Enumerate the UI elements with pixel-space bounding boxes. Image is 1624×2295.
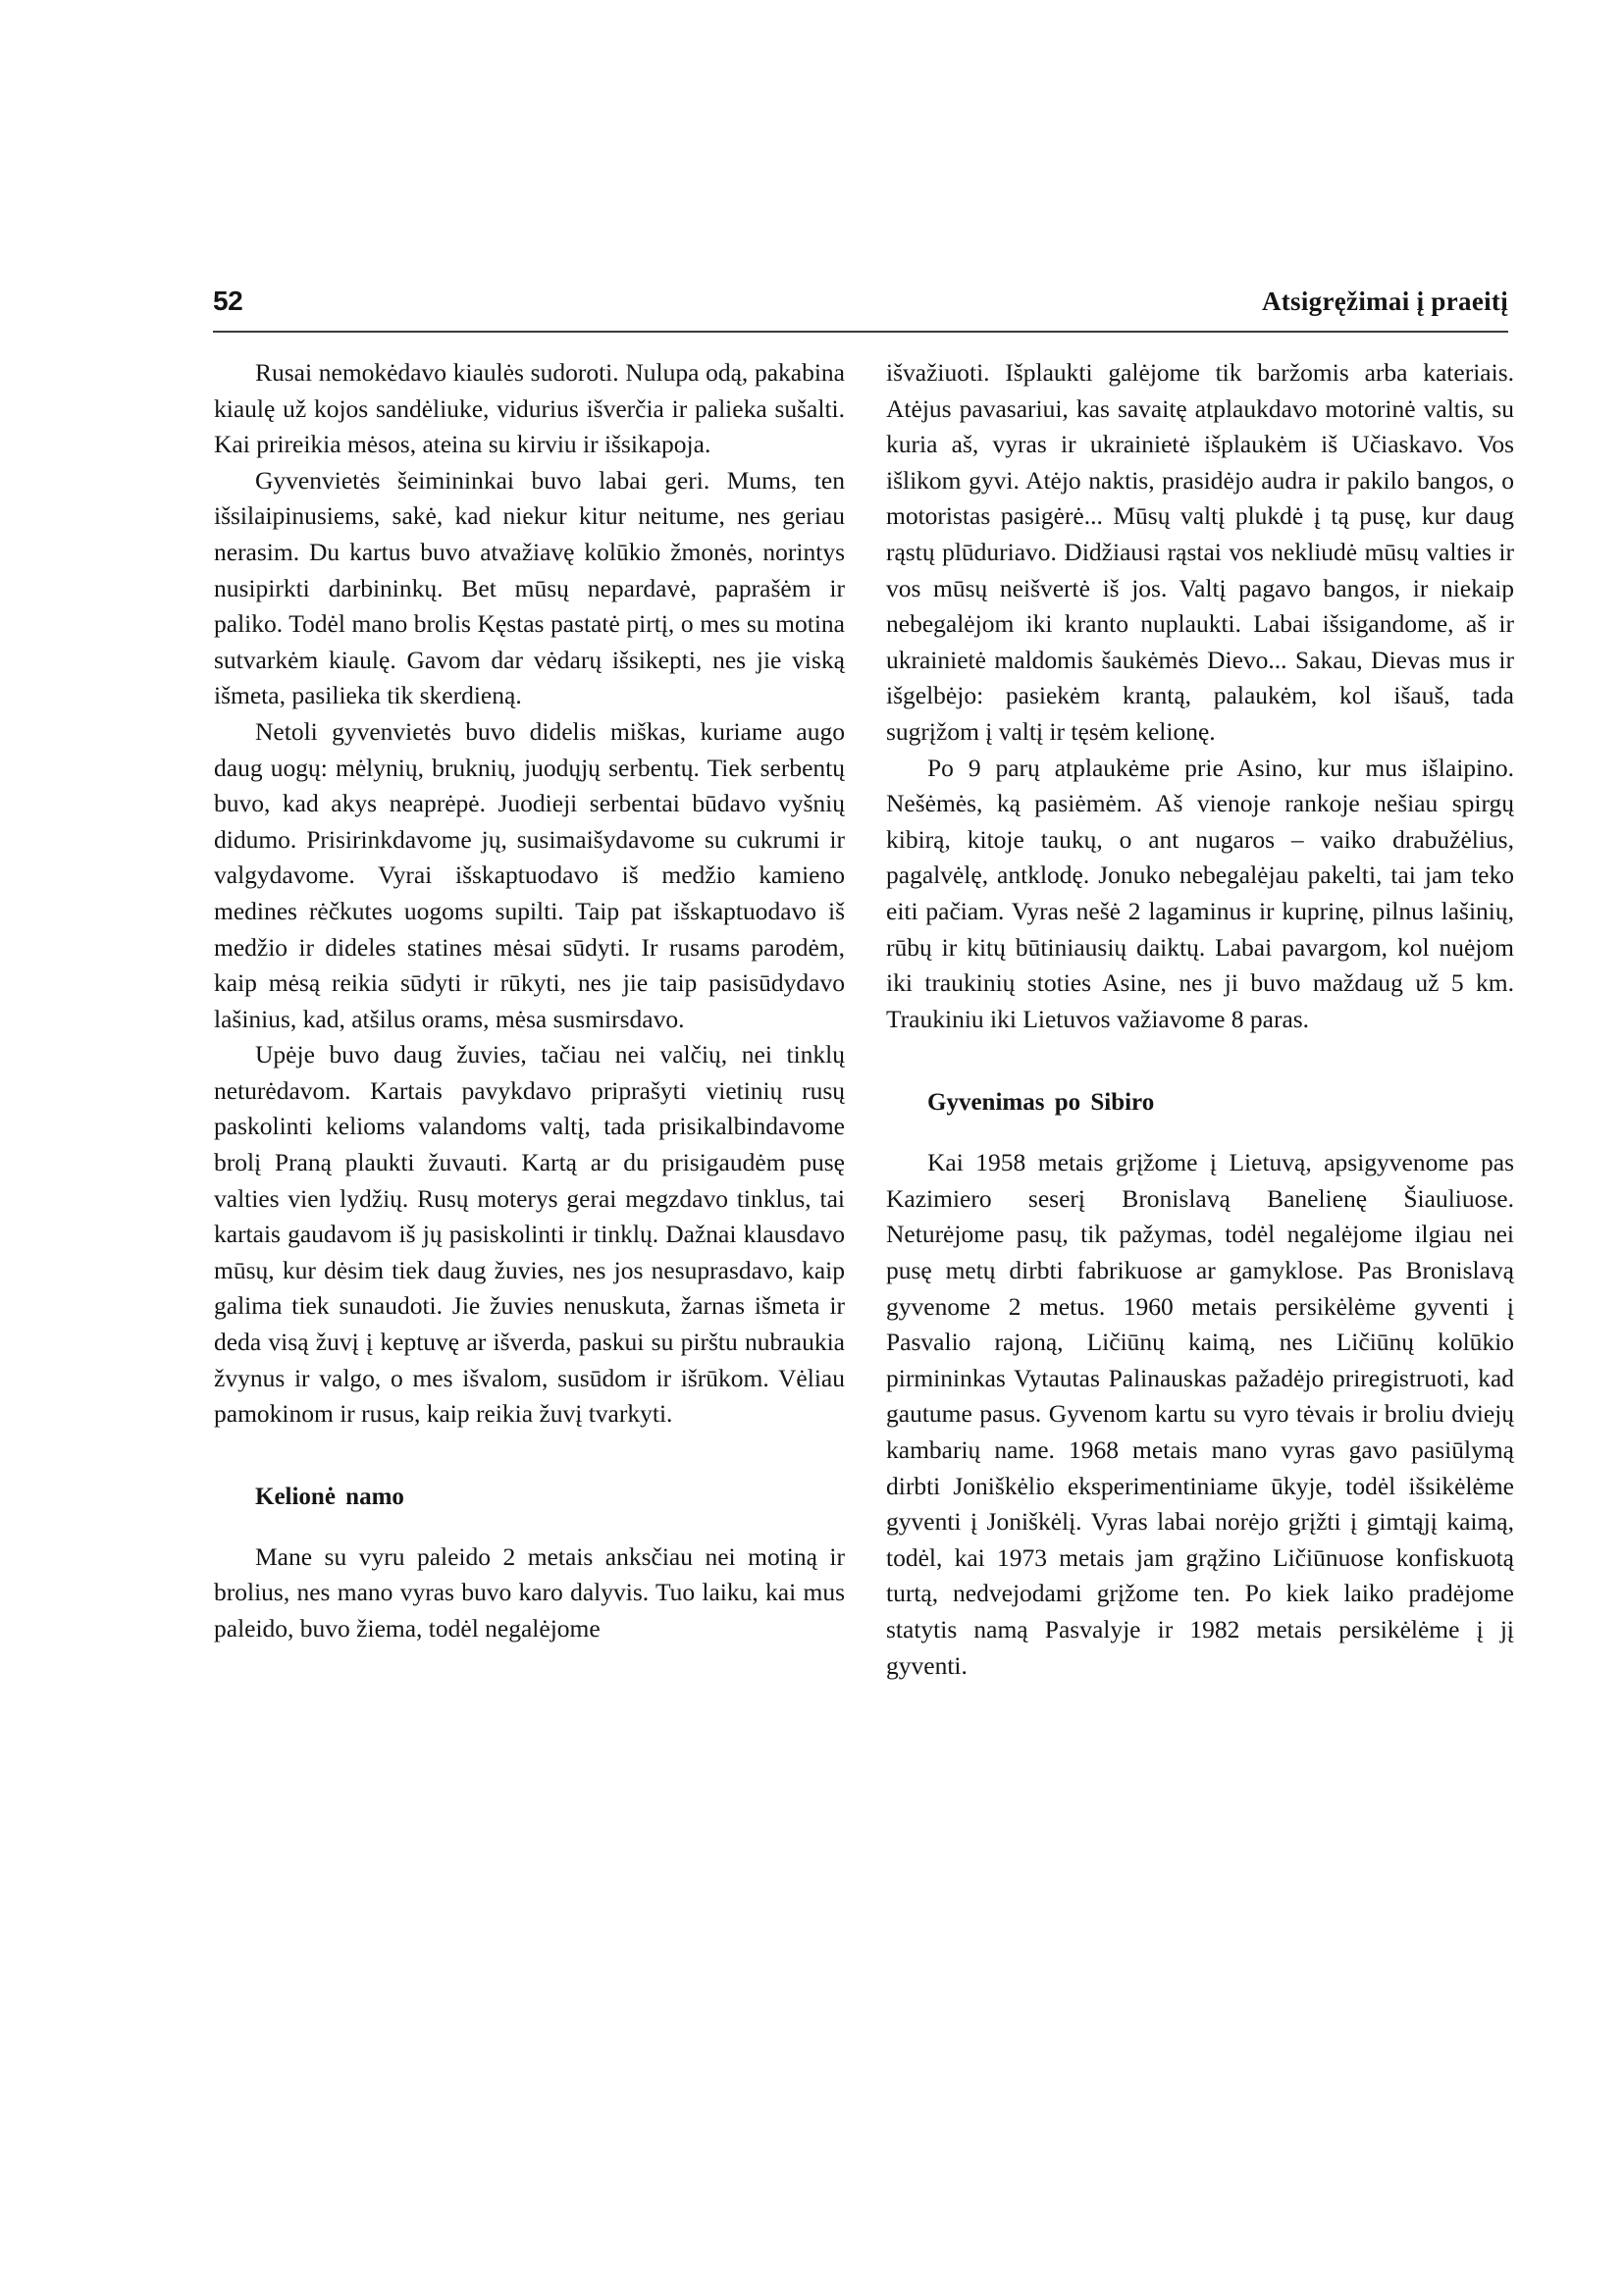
running-title: Atsigręžimai į praeitį <box>1261 287 1508 316</box>
right-column <box>886 355 1514 1684</box>
paragraph: Upėje buvo daug žuvies, tačiau nei valčių, nei tinklų neturėdavom. Kartais pavykdavo priprašyti vietinių rusų paskolinti kelioms valandoms valtį, tada prisikalbindavome brolį Praną plaukti žuvauti. Kartą ar du prisigaudėm pusę valties vien lydžių. Rusų moterys gerai megzdavo tinklus, tai kartais gaudavom iš jų pasiskolinti ir tinklų. Dažnai klausdavo mūsų, kur dėsim tiek daug žuvies, nes jos nesuprasdavo, kaip galima tiek sunaudoti. Jie žuvies nenuskuta, žarnas išmeta ir deda visą žuvį į keptuvę ar išverda, paskui su pirštu nubraukia žvynus ir valgo, o mes išvalom, susūdom ir išrūkom. Vėliau pamokinom ir rusus, kaip reikia žuvį tvarkyti. <box>214 1040 845 1429</box>
page-number: 52 <box>213 286 243 316</box>
paragraph-continued: išvažiuoti. Išplaukti galėjome tik baržomis arba kateriais. Atėjus pavasariui, kas savaitę atplaukdavo motorinė valtis, su kuria aš, vyras ir ukrainietė išplaukėm iš Učiaskavo. Vos išlikom gyvi. Atėjo naktis, prasidėjo audra ir pakilo bangos, o motoristas pasigėrė... Mūsų valtį plukdė į tą pusę, kur daug rąstų plūduriavo. Didžiausi rąstai vos nekliudė mūsų valties ir vos mūsų neišvertė iš jos. Valtį pagavo bangos, ir niekaip nebegalėjom iki kranto nuplaukti. Labai išsigandome, aš ir ukrainietė maldomis šaukėmės Dievo... Sakau, Dievas mus ir išgelbėjo: pasiekėm krantą, palaukėm, kol išauš, tada sugrįžom į valtį ir tęsėm kelionę. <box>886 358 1514 746</box>
left-column <box>214 355 845 1647</box>
header-rule <box>213 331 1508 333</box>
paragraph: Po 9 parų atplaukėme prie Asino, kur mus išlaipino. Nešėmės, ką pasiėmėm. Aš vienoje rankoje nešiau spirgų kibirą, kitoje taukų, o ant nugaros – vaiko drabužėlius, pagalvėlę, antklodę. Jonuko nebegalėjau pakelti, tai jam teko eiti pačiam. Vyras nešė 2 lagaminus ir kuprinę, pilnus lašinių, rūbų ir kitų būtiniausių daiktų. Labai pavargom, kol nuėjom iki traukinių stoties Asine, nes ji buvo maždaug už 5 km. Traukiniu iki Lietuvos važiavome 8 paras. <box>886 753 1514 1033</box>
paragraph: Gyvenvietės šeimininkai buvo labai geri. Mums, ten išsilaipinusiems, sakė, kad niekur kitur neitume, nes geriau nerasim. Du kartus buvo atvažiavę kolūkio žmonės, norintys nusipirkti darbininkų. Bet mūsų nepardavė, paprašėm ir paliko. Todėl mano brolis Kęstas pastatė pirtį, o mes su motina sutvarkėm kiaulę. Gavom dar vėdarų išsikepti, nes jie viską išmeta, pasilieka tik skerdieną. <box>214 465 845 710</box>
section-heading: Gyvenimas po Sibiro <box>927 1089 1155 1117</box>
paragraph: Rusai nemokėdavo kiaulės sudoroti. Nulupa odą, pakabina kiaulę už kojos sandėliuke, vidurius išverčia ir palieka sušalti. Kai prireikia mėsos, ateina su kirviu ir išsikapoja. <box>214 358 845 459</box>
paragraph: Netoli gyvenvietės buvo didelis miškas, kuriame augo daug uogų: mėlynių, bruknių, juodųjų serbentų. Tiek serbentų buvo, kad akys neaprėpė. Juodieji serbentai būdavo vyšnių didumo. Prisirinkdavome jų, susimaišydavome su cukrumi ir valgydavome. Vyrai išskaptuodavo iš medžio kamieno medines rėčkutes uogoms supilti. Taip pat išskaptuodavo iš medžio ir dideles statines mėsai sūdyti. Ir rusams parodėm, kaip mėsą reikia sūdyti ir rūkyti, nes jie taip pasisūdydavo lašinius, kad, atšilus orams, mėsa susmirsdavo. <box>214 716 845 1033</box>
section-heading: Kelionė namo <box>255 1483 404 1510</box>
page-header <box>213 285 1508 332</box>
paragraph: Mane su vyru paleido 2 metais anksčiau nei motiną ir brolius, nes mano vyras buvo karo dalyvis. Tuo laiku, kai mus paleido, buvo žiema, todėl negalėjome <box>214 1541 845 1643</box>
paragraph: Kai 1958 metais grįžome į Lietuvą, apsigyvenome pas Kazimiero seserį Bronislavą Banelienę Šiauliuose. Neturėjome pasų, tik pažymas, todėl negalėjome ilgiau nei pusę metų dirbti fabrikuose ar gamyklose. Pas Bronislavą gyvenome 2 metus. 1960 metais persikėlėme gyventi į Pasvalio rajoną, Ličiūnų kaimą, nes Ličiūnų kolūkio pirmininkas Vytautas Palinauskas pažadėjo priregistruoti, kad gautume pasus. Gyvenom kartu su vyro tėvais ir broliu dviejų kambarių name. 1968 metais mano vyras gavo pasiūlymą dirbti Joniškėlio eksperimentiniame ūkyje, todėl išsikėlėme gyventi į Joniškėlį. Vyras labai norėjo grįžti į gimtąjį kaimą, todėl, kai 1973 metais jam grąžino Ličiūnuose konfiskuotą turtą, nedvejodami grįžome ten. Po kiek laiko pradėjome statytis namą Pasvalyje ir 1982 metais persikėlėme į jį gyventi. <box>886 1148 1514 1680</box>
